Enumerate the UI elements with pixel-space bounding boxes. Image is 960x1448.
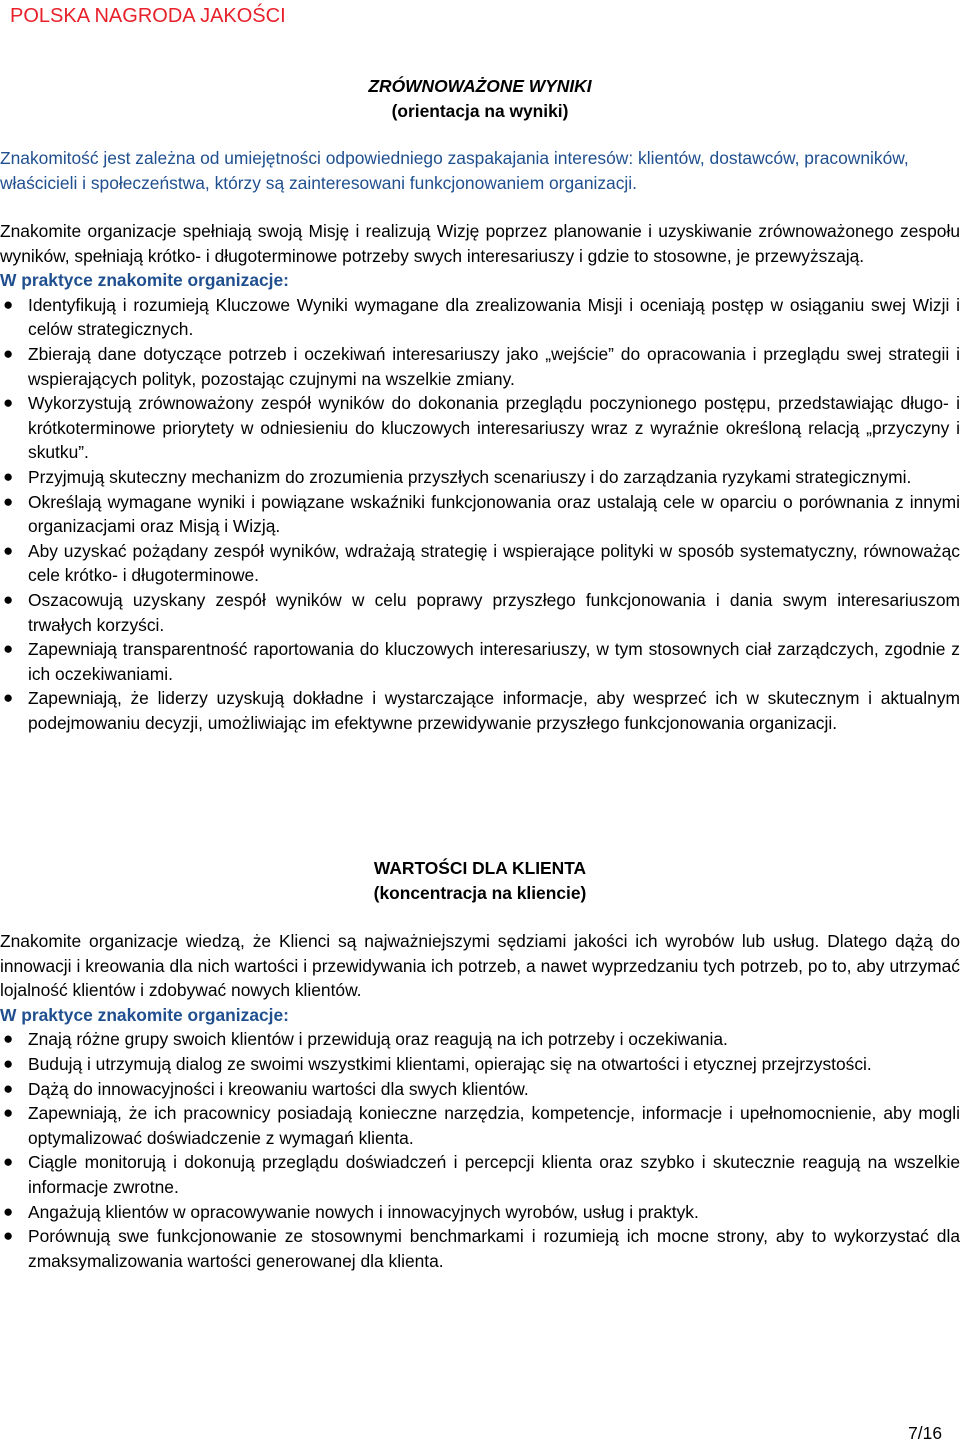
list-item: ● Wykorzystują zrównoważony zespół wyników do dokonania przeglądu poczynionego postępu, przedstawiając długo- i krótkoterminowe priorytety w odniesieniu do kluczowych interesariuszy wraz z wyraźnie określoną relacją „przyczyny i skutku”. (3, 393, 960, 463)
list-item: ● Porównują swe funkcjonowanie ze stosownymi benchmarkami i rozumieją ich mocne strony, aby to wykorzystać dla zmaksymalizowania wartości generowanej dla klienta. (3, 1226, 960, 1271)
section2-intro: Znakomite organizacje wiedzą, że Klienci są najważniejszymi sędziami jakości ich wyrobów lub usług. Dlatego dążą do innowacji i kreowania dla nich wartości i przewidywania ich potrzeb, a nawet wyprzedzaniu tych potrzeb, po to, aby utrzymać lojalność klientów i zdobywać nowych klientów. (0, 931, 960, 1001)
section2-body (0, 929, 960, 1273)
section1-body (0, 219, 960, 735)
list-item: ● Dążą do innowacyjności i kreowaniu wartości dla swych klientów. (0, 1077, 960, 1102)
document-header: POLSKA NAGRODA JAKOŚCI (10, 5, 286, 27)
list-item: ● Znają różne grupy swoich klientów i przewidują oraz reagują na ich potrzeby i oczekiwania. (0, 1027, 960, 1052)
section2-practice-label: W praktyce znakomite organizacje: (0, 1004, 289, 1025)
list-item: ● Zapewniają, że liderzy uzyskują dokładne i wystarczające informacje, aby wesprzeć ich w skutecznym i aktualnym podejmowaniu decyzji, umożliwiając im efektywne przewidywanie przyszłego funkcjonowania organizacji. (3, 688, 960, 733)
bullet-icon: ● (3, 466, 14, 486)
bullet-icon: ● (3, 491, 14, 511)
bullet-icon: ● (3, 1226, 14, 1246)
list-item: ● Oszacowują uzyskany zespół wyników w celu poprawy przyszłego funkcjonowania i dania swym interesariuszom trwałych korzyści. (3, 589, 960, 635)
list-item: ● Aby uzyskać pożądany zespół wyników, wdrażają strategię i wspierające polityki w sposób systematyczny, równoważąc cele krótko- i długoterminowe. (3, 540, 960, 586)
section1-practice-label: W praktyce znakomite organizacje: (0, 270, 289, 291)
list-item: ● Zbierają dane dotyczące potrzeb i oczekiwań interesariuszy jako „wejście” do opracowania i przeglądu swej strategii i wspierających polityk, pozostając czujnymi na wszelkie zmiany. (3, 343, 960, 389)
bullet-icon: ● (3, 688, 14, 708)
list-item: ● Przyjmują skuteczny mechanizm do zrozumienia przyszłych scenariuszy i do zarządzania ryzykami strategicznymi. (0, 465, 960, 490)
section1-paragraph: Znakomite organizacje spełniają swoją Misję i realizują Wizję poprzez planowanie i uzyskiwanie zrównoważonego zespołu wyników, spełniają krótko- i długoterminowe potrzeby swych interesariuszy i gdzie to stosowne, je przewyższają. (0, 221, 960, 266)
bullet-icon: ● (3, 639, 14, 659)
section1-heading (0, 74, 960, 123)
list-item: ● Zapewniają transparentność raportowania do kluczowych interesariuszy, w tym stosownych ciał zarządczych, zgodnie z ich oczekiwaniami. (3, 639, 960, 684)
bullet-icon: ● (3, 1053, 14, 1073)
section1-list (0, 293, 960, 736)
bullet-icon: ● (3, 294, 14, 314)
section2-title: WARTOŚCI DLA KLIENTA (373, 858, 587, 878)
list-item: ● Identyfikują i rozumieją Kluczowe Wyniki wymagane dla zrealizowania Misji i oceniają postęp w osiąganiu swej Wizji i celów strategicznych. (3, 294, 960, 340)
section2-list (0, 1027, 960, 1273)
section2-subtitle: (koncentracja na kliencie) (373, 882, 587, 903)
bullet-icon: ● (3, 589, 14, 609)
section1-subtitle: (orientacja na wyniki) (391, 100, 569, 121)
section1-title: ZRÓWNOWAŻONE WYNIKI (368, 76, 592, 96)
bullet-icon: ● (3, 1103, 14, 1123)
bullet-icon: ● (3, 540, 14, 560)
bullet-icon: ● (3, 1152, 14, 1172)
bullet-icon: ● (3, 1029, 14, 1049)
bullet-icon: ● (3, 1078, 14, 1098)
bullet-icon: ● (3, 1201, 14, 1221)
list-item: ● Ciągle monitorują i dokonują przeglądu doświadczeń i percepcji klienta oraz szybko i skutecznie reagują na wszelkie informacje zwrotne. (3, 1152, 960, 1197)
bullet-icon: ● (3, 393, 14, 413)
list-item: ● Angażują klientów w opracowywanie nowych i innowacyjnych wyrobów, usług i praktyk. (0, 1200, 960, 1225)
page-number: 7/16 (908, 1423, 942, 1443)
list-item: ● Określają wymagane wyniki i powiązane wskaźniki funkcjonowania oraz ustalają cele w oparciu o porównania z innymi organizacjami oraz Misją i Wizją. (3, 491, 960, 537)
section2-heading (0, 856, 960, 905)
list-item: ● Budują i utrzymują dialog ze swoimi wszystkimi klientami, opierając się na otwartości i etycznej przejrzystości. (0, 1052, 960, 1077)
list-item: ● Zapewniają, że ich pracownicy posiadają konieczne narzędzia, kompetencje, informacje i upełnomocnienie, aby mogli optymalizować doświadczenie z wymagań klienta. (3, 1103, 960, 1148)
section1-intro-text: Znakomitość jest zależna od umiejętności odpowiedniego zaspakajania interesów: klientów, dostawców, pracowników, właścicieli i społeczeństwa, którzy są zainteresowani funkcjonowaniem organizacji. (0, 148, 909, 193)
section1-intro (0, 146, 960, 195)
bullet-icon: ● (3, 343, 14, 363)
